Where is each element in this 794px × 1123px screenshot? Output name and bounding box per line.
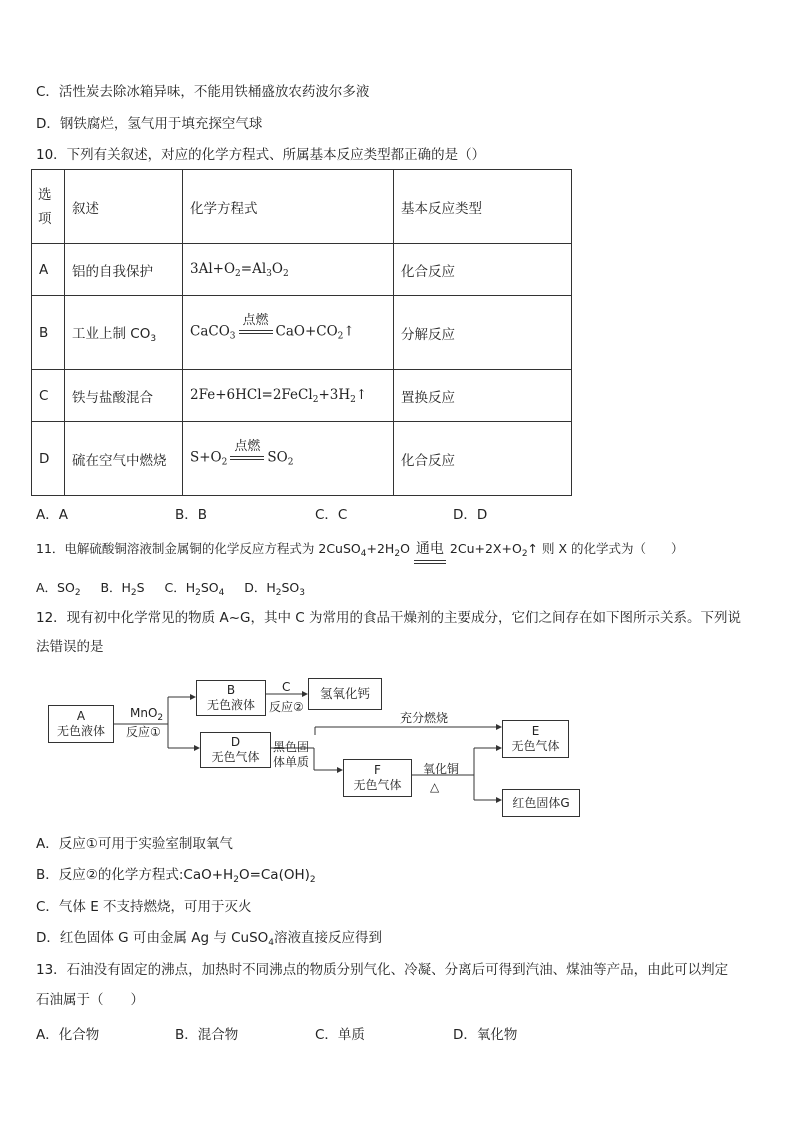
box-d: D 无色气体 <box>200 732 271 768</box>
label-black-solid-1: 黑色固 <box>273 740 310 754</box>
q12-option-c: C．气体 E 不支持燃烧，可用于灭火 <box>36 899 252 915</box>
box-g: 红色固体G <box>502 789 580 817</box>
question-13-line1: 13．石油没有固定的沸点，加热时不同沸点的物质分别气化、冷凝、分离后可得到汽油、煤油等产品，由此可以判定 <box>36 962 729 978</box>
q10-option-c: C．C <box>315 507 348 523</box>
label-full-combustion: 充分燃烧 <box>400 711 449 725</box>
row-desc: 铝的自我保护 <box>65 244 183 296</box>
q10-option-a: A．A <box>36 507 68 523</box>
q12-option-b: B．反应②的化学方程式$:CaO+H_2O=Ca(OH)_2$ <box>36 867 316 885</box>
box-b: B 无色液体 <box>196 680 266 716</box>
row-option: D <box>32 422 65 496</box>
header-desc: 叙述 <box>65 170 183 244</box>
q11-option-b: B．$H_2S$ <box>100 580 145 598</box>
label-catalyst: MnO$_2$ <box>130 706 164 723</box>
option-d-q9: D．钢铁腐烂，氢气用于填充探空气球 <box>36 116 263 132</box>
row-desc: 工业上制 $CO_3$ <box>65 296 183 370</box>
question-12-line1: 12．现有初中化学常见的物质 A~G，其中 C 为常用的食品干燥剂的主要成分，它们之间存在如下图所示关系。下列说 <box>36 610 741 626</box>
row-desc: 铁与盐酸混合 <box>65 370 183 422</box>
row-type: 化合反应 <box>394 422 572 496</box>
q10-option-b: B．B <box>175 507 208 523</box>
question-12-line2: 法错误的是 <box>36 639 104 655</box>
q13-option-b: B．混合物 <box>175 1027 239 1043</box>
q13-option-d: D．氧化物 <box>453 1027 518 1043</box>
row-equation: $S+O_2$ 点燃 $SO_2$ <box>183 422 394 496</box>
label-black-solid-2: 体单质 <box>273 755 310 769</box>
q11-option-c: C．$H_2SO_4$ <box>164 580 225 598</box>
header-option: 选 项 <box>32 170 65 244</box>
q10-option-d: D．D <box>453 507 488 523</box>
q13-option-a: A．化合物 <box>36 1027 100 1043</box>
header-equation: 化学方程式 <box>183 170 394 244</box>
q11-option-a: A．$SO_2$ <box>36 580 81 598</box>
row-type: 化合反应 <box>394 244 572 296</box>
box-calcium-hydroxide: 氢氧化钙 <box>308 678 382 710</box>
header-type: 基本反应类型 <box>394 170 572 244</box>
q13-option-c: C．单质 <box>315 1027 365 1043</box>
box-f: F 无色气体 <box>343 759 412 797</box>
row-option: A <box>32 244 65 296</box>
question-10: 10．下列有关叙述，对应的化学方程式、所属基本反应类型都正确的是（） <box>36 147 486 163</box>
q12-option-a: A．反应①可用于实验室制取氧气 <box>36 836 233 852</box>
question-11: 11．电解硫酸铜溶液制金属铜的化学反应方程式为 $2CuSO_4+2H_2O$ 通电 $2Cu+2X+O_2↑$ 则 X 的化学式为（ ） <box>36 540 684 563</box>
label-reaction-1: 反应① <box>126 725 161 739</box>
box-e: E 无色气体 <box>502 720 569 758</box>
label-copper-oxide: 氧化铜 <box>423 762 460 776</box>
row-type: 置换反应 <box>394 370 572 422</box>
option-c-q9: C．活性炭去除冰箱异味，不能用铁桶盛放农药波尔多液 <box>36 84 370 100</box>
label-heat: △ <box>430 780 440 794</box>
q12-option-d: D．红色固体 G 可由金属 Ag 与 CuSO$_4$溶液直接反应得到 <box>36 930 383 948</box>
row-equation: $3Al+O_2=Al_3O_2$ <box>183 244 394 296</box>
row-equation: $2Fe+6HCl=2FeCl_2+3H_2↑$ <box>183 370 394 422</box>
row-desc: 硫在空气中燃烧 <box>65 422 183 496</box>
row-equation: CaCO$_3$ 点燃 $CaO+CO_2↑$ <box>183 296 394 370</box>
box-a: A 无色液体 <box>48 705 114 743</box>
row-type: 分解反应 <box>394 296 572 370</box>
question-13-line2: 石油属于（ ） <box>36 992 144 1008</box>
label-reaction-2: 反应② <box>269 700 304 714</box>
q11-option-d: D．$H_2SO_3$ <box>244 580 306 598</box>
row-option: C <box>32 370 65 422</box>
row-option: B <box>32 296 65 370</box>
label-c: C <box>282 680 291 694</box>
